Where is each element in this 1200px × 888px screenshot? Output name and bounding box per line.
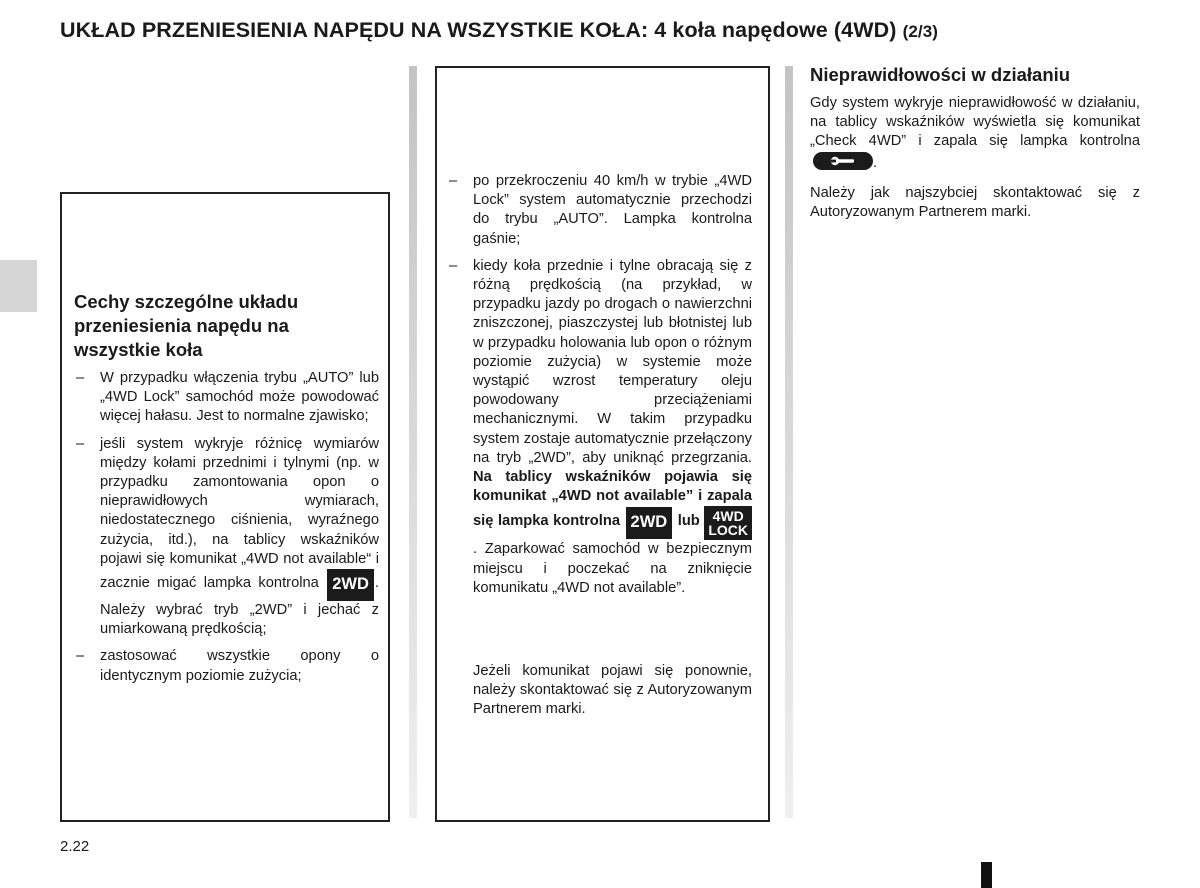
list-item-text: jeśli system wykryje różnicę wymiarów między kołami przednimi i tylnymi (np. w przypadku zamontowania opon o nieprawidłowych wymiarach, niedostatecznego ciśnienia, wyraźnego zużycia, itd.), na tablicy wskaźników pojawi się komunikat „4WD not available“ i zacznie migać lampka kontrolna — [100, 435, 379, 592]
list-item — [76, 369, 379, 427]
list-item-text: kiedy koła przednie i tylne obracają się z różną prędkością (na przykład, w przypadku jazdy po drogach o nawierzchni zniszczonej, piaszczystej lub błotnistej lub w przypadku holowania lub opon o różnym poziomie zużycia) w systemie może wystąpić wzrost temperatury oleju powodowany przeciążeniami mechanicznymi. W takim przypadku system zostaje automatycznie przełączony na tryb „2WD”, aby uniknąć przegrzania. — [473, 257, 752, 466]
list-item-text-cont: . Należy wybrać tryb „2WD” i jechać z umiarkowaną prędkością; — [100, 575, 379, 638]
box-heading-line-3: wszystkie koła — [74, 339, 203, 360]
box-heading — [74, 290, 298, 362]
list-dash: – — [76, 435, 85, 452]
paragraph-text: Gdy system wykryje nieprawidłowość w działaniu, na tablicy wskaźników wyświetla się komunikat „Check 4WD” i zapala się lampka kontrolna — [810, 95, 1140, 150]
list-item — [449, 172, 752, 249]
box-heading-line-2: przeniesienia napędu na — [74, 315, 289, 336]
list-item — [76, 647, 379, 685]
info-box-features — [60, 192, 390, 822]
list-item-bold-or: lub — [677, 513, 700, 530]
contact-paragraph: Należy jak najszybciej skontaktować się z Autoryzowanym Partnerem marki. — [810, 185, 1140, 221]
list-item — [76, 435, 379, 640]
features-list — [76, 369, 379, 694]
2wd-indicator-icon: 2WD — [327, 569, 374, 601]
box-paragraph: Jeżeli komunikat pojawi się ponownie, należy skontaktować się z Autoryzowanym Partnerem marki. — [473, 663, 752, 718]
title-main: UKŁAD PRZENIESIENIA NAPĘDU NA WSZYSTKIE KOŁA: 4 koła napędowe (4WD) — [60, 18, 897, 42]
list-item — [449, 257, 752, 598]
2wd-indicator-icon: 2WD — [626, 507, 673, 539]
4wd-lock-top: 4WD — [712, 508, 744, 525]
title-page-indicator: (2/3) — [902, 22, 939, 41]
list-dash: – — [449, 173, 458, 189]
column-shade-left — [409, 66, 417, 818]
chapter-tab — [0, 260, 37, 312]
list-dash: – — [76, 370, 85, 386]
list-item-text: po przekroczeniu 40 km/h w trybie „4WD Lock” system automatycznie przechodzi do trybu „AUTO”. Lampka kontrolna gaśnie; — [473, 173, 752, 247]
paragraph-end: . — [873, 154, 878, 171]
box-heading-line-1: Cechy szczególne układu — [74, 291, 299, 312]
continued-list — [449, 172, 752, 606]
malfunction-paragraph — [810, 94, 1140, 173]
list-item-bold-text: Na tablicy wskaźników pojawia się komunikat „4WD not available” i zapala się lampka kontrolna — [473, 469, 752, 530]
page-edge-marker — [981, 862, 992, 888]
4wd-lock-indicator-icon — [704, 506, 752, 540]
list-dash: – — [449, 257, 458, 274]
list-item-text: zastosować wszystkie opony o identycznym poziomie zużycia; — [100, 648, 379, 684]
page-number: 2.22 — [60, 838, 90, 855]
4wd-lock-bottom: LOCK — [708, 522, 748, 539]
page-title — [60, 18, 1160, 43]
info-box-continued — [435, 66, 770, 822]
list-item-text: W przypadku włączenia trybu „AUTO” lub „4WD Lock” samochód może powodować więcej hałasu. Jest to normalne zjawisko; — [100, 370, 379, 425]
list-dash: – — [76, 648, 85, 665]
wrench-icon — [813, 152, 873, 170]
list-item-text-cont: . Zaparkować samochód w bezpiecznym miejscu i poczekać na zniknięcie komunikatu „4WD not available”. — [473, 541, 752, 596]
column-shade-right — [785, 66, 793, 818]
section-heading: Nieprawidłowości w działaniu — [810, 64, 1071, 85]
